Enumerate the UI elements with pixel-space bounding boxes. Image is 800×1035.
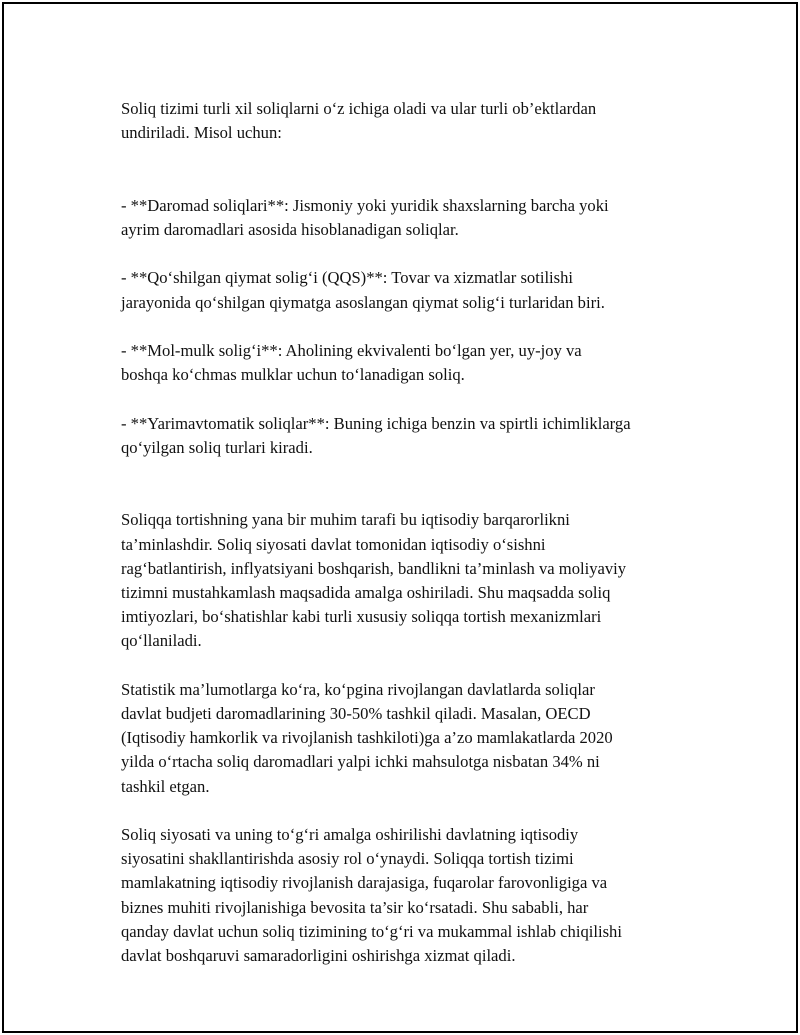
list-item: - **Qo‘shilgan qiymat solig‘i (QQS)**: Tovar va xizmatlar sotilishi jarayonida qo‘shilgan qiymatga asoslangan qiymat solig‘i turlaridan biri.: [121, 268, 605, 312]
tax-types-list: [121, 170, 711, 485]
list-item: - **Daromad soliqlari**: Jismoniy yoki yuridik shaxslarning barcha yoki ayrim daromadlari asosida hisoblanadigan soliqlar.: [121, 195, 609, 239]
stability-paragraph: Soliqqa tortishning yana bir muhim tarafi bu iqtisodiy barqarorlikni ta’minlashdir. Soliq siyosati davlat tomonidan iqtisodiy o‘sishni rag‘batlantirish, inflyatsiyani boshqarish, bandlikni ta’minlash va moliyaviy tizimni mustahkamlash maqsadida amalga oshiriladi. Shu maqsadda soliq imtiyozlari, bo‘shatishlar kabi turli xususiy soliqqa tortish mexanizmlari qo‘llaniladi.: [121, 510, 627, 651]
intro-paragraph: Soliq tizimi turli xil soliqlarni o‘z ichiga oladi va ular turli ob’ektlardan undiriladi. Misol uchun:: [121, 99, 597, 143]
statistics-paragraph: Statistik ma’lumotlarga ko‘ra, ko‘pgina rivojlangan davlatlarda soliqlar davlat budjeti daromadlarining 30-50% tashkil qiladi. Masalan, OECD (Iqtisodiy hamkorlik va rivojlanish tashkiloti)ga a’zo mamlakatlarda 2020 yilda o‘rtacha soliq daromadlari yalpi ichki mahsulotga nisbatan 34% ni tashkil etgan.: [121, 679, 613, 796]
list-item: - **Yarimavtomatik soliqlar**: Buning ichiga benzin va spirtli ichimliklarga qo‘yilgan soliq turlari kiradi.: [121, 413, 631, 457]
list-item: - **Mol-mulk solig‘i**: Aholining ekvivalenti bo‘lgan yer, uy-joy va boshqa ko‘chmas mulklar uchun to‘lanadigan soliq.: [121, 341, 582, 385]
page-border: [2, 2, 798, 1033]
document-body: [121, 97, 711, 968]
conclusion-paragraph: Soliq siyosati va uning to‘g‘ri amalga oshirilishi davlatning iqtisodiy siyosatini shakllantirishda asosiy rol o‘ynaydi. Soliqqa tortish tizimi mamlakatning iqtisodiy rivojlanish darajasiga, fuqarolar farovonligiga va biznes muhiti rivojlanishiga bevosita ta’sir ko‘rsatadi. Shu sababli, har qanday davlat uchun soliq tizimining to‘g‘ri va mukammal ishlab chiqilishi davlat boshqaruvi samaradorligini oshirishga xizmat qiladi.: [121, 825, 622, 966]
